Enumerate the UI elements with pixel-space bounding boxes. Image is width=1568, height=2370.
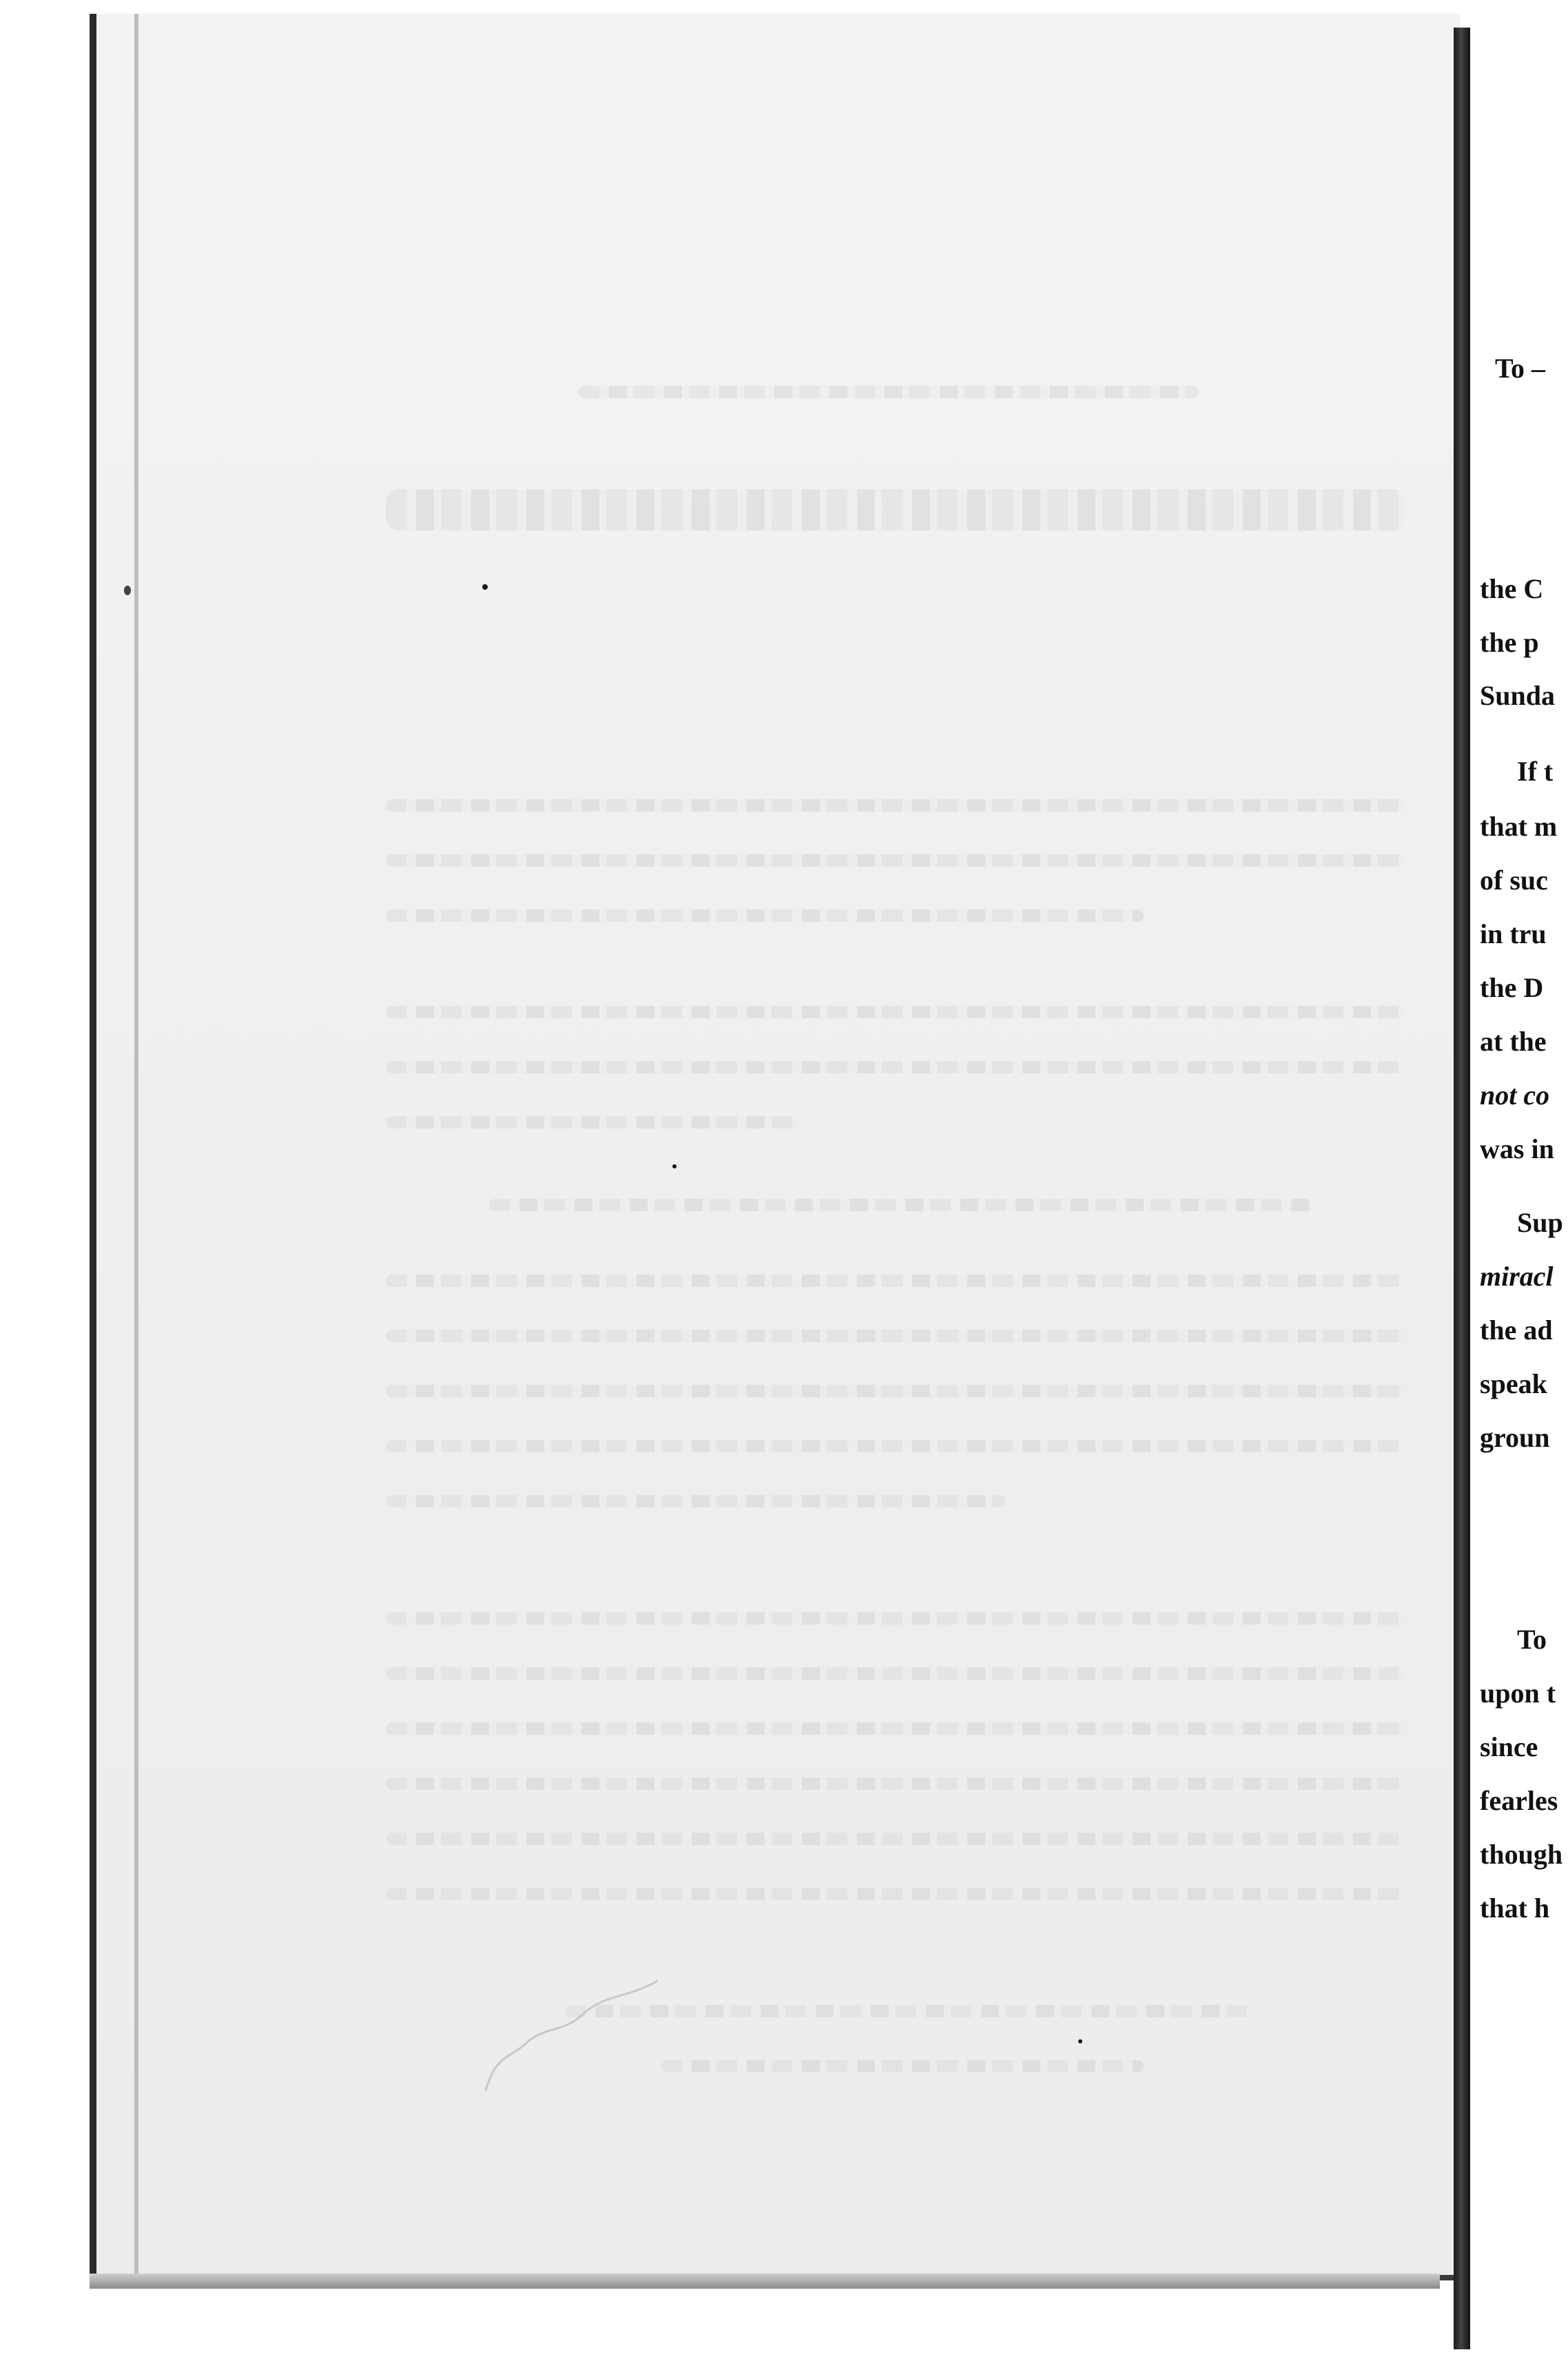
text-line: the p (1480, 627, 1539, 658)
show-through-line (386, 1667, 1405, 1680)
show-through-line (386, 1722, 1405, 1735)
text-line: If t (1517, 756, 1554, 787)
show-through-line (489, 1199, 1316, 1211)
text-line: speak (1480, 1368, 1547, 1399)
text-line: Sup (1517, 1207, 1563, 1238)
text-line: the ad (1480, 1315, 1553, 1346)
text-line: though (1480, 1839, 1563, 1870)
paper-scratch (482, 1977, 661, 2094)
text-line: that h (1480, 1893, 1550, 1924)
text-line: the D (1480, 972, 1544, 1003)
text-line: in tru (1480, 918, 1547, 949)
book-gutter (1454, 28, 1470, 2349)
show-through-line (386, 1061, 1405, 1073)
text-line: Sunda (1480, 680, 1555, 711)
show-through-line (386, 1612, 1405, 1625)
show-through-line (386, 1116, 799, 1129)
show-through-line (386, 1778, 1405, 1790)
show-through-line (386, 1888, 1405, 1900)
show-through-line (579, 386, 1199, 398)
show-through-line (386, 1495, 1006, 1507)
show-through-line (386, 909, 1144, 922)
text-line: the C (1480, 573, 1544, 604)
text-line: that m (1480, 811, 1558, 842)
text-line: To – (1495, 353, 1546, 384)
left-leaf-edge (134, 14, 138, 2274)
show-through-text (386, 200, 1405, 2156)
show-through-line (565, 2005, 1254, 2017)
show-through-line (386, 489, 1405, 530)
text-line: To (1517, 1624, 1547, 1655)
show-through-line (386, 1006, 1405, 1018)
text-line: of suc (1480, 865, 1548, 896)
show-through-line (386, 1833, 1405, 1845)
show-through-line (386, 1385, 1405, 1397)
text-line: upon t (1480, 1678, 1556, 1709)
text-line: was in (1480, 1133, 1554, 1164)
show-through-line (386, 1275, 1405, 1287)
text-line: groun (1480, 1422, 1550, 1453)
text-line: fearles (1480, 1785, 1558, 1816)
right-page-text (1480, 0, 1568, 2370)
show-through-line (386, 854, 1405, 867)
show-through-line (661, 2060, 1144, 2072)
ink-speck (482, 584, 488, 590)
text-line: since (1480, 1731, 1538, 1762)
ink-speck (672, 1164, 677, 1168)
left-leaf-bottom-edge (90, 2274, 1440, 2289)
show-through-line (386, 799, 1405, 812)
ink-speck (124, 586, 131, 595)
show-through-line (386, 1330, 1405, 1342)
text-line: miracl (1480, 1261, 1554, 1292)
ink-speck (1078, 2039, 1082, 2043)
text-line: at the (1480, 1026, 1547, 1057)
text-line: not co (1480, 1080, 1550, 1111)
show-through-line (386, 1440, 1405, 1452)
